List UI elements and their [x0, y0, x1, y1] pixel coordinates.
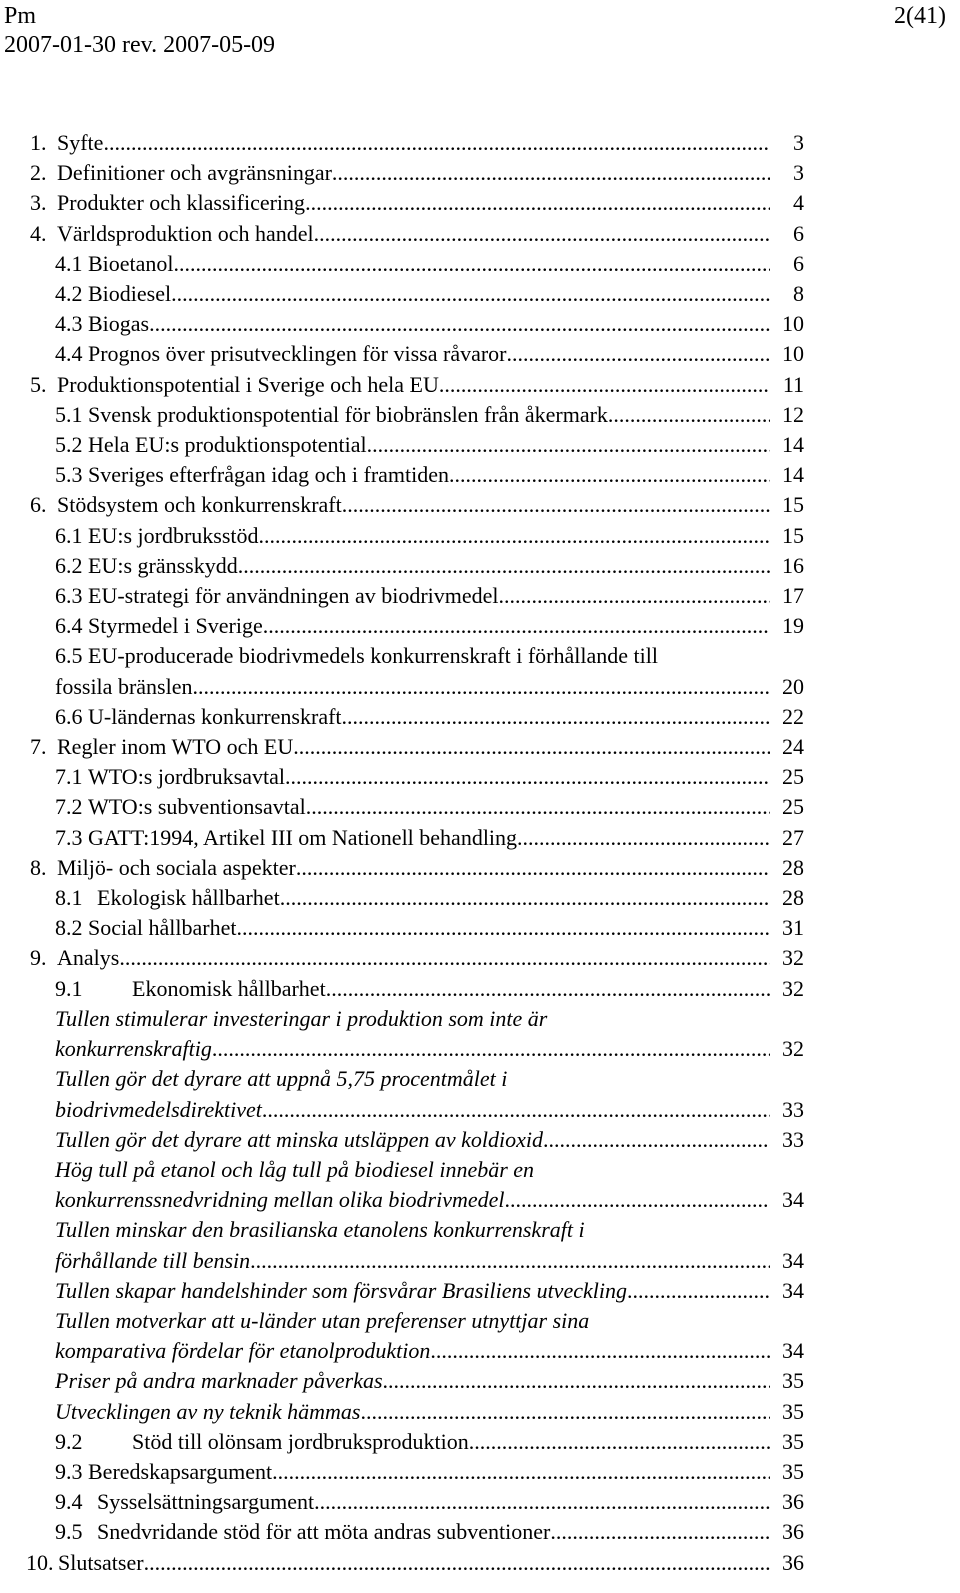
dot-leader [103, 128, 770, 158]
toc-entry[interactable] [0, 309, 804, 339]
toc-entry-number: 6. [30, 492, 47, 518]
toc-entry-title: Biodiesel [88, 281, 172, 307]
toc-entry-page: 36 [782, 1489, 804, 1515]
dot-leader [439, 370, 770, 400]
toc-entry[interactable] [0, 339, 804, 369]
dot-leader [296, 853, 770, 883]
toc-entry-page: 35 [782, 1428, 804, 1454]
toc-entry[interactable] [0, 913, 804, 943]
toc-entry[interactable] [0, 1366, 804, 1396]
toc-entry-title: Sveriges efterfrågan idag och i framtiden [88, 462, 450, 488]
toc-entry-number: 4. [30, 220, 47, 246]
dot-leader [250, 1246, 770, 1276]
toc-entry[interactable] [0, 551, 804, 581]
toc-entry-title: Bioetanol [88, 250, 174, 276]
dot-leader [469, 1427, 770, 1457]
toc-entry-page: 34 [782, 1247, 804, 1273]
toc-entry-number: 8.1 [55, 885, 83, 911]
toc-entry-page: 12 [782, 401, 804, 427]
toc-entry-page: 28 [782, 885, 804, 911]
toc-entry-title: Tullen minskar den brasilianska etanolens konkurrenskraft i [55, 1217, 585, 1243]
toc-entry-number: 4.4 [55, 341, 83, 367]
toc-entry-number: 9.5 [55, 1519, 83, 1545]
toc-entry-page: 36 [782, 1519, 804, 1545]
table-of-contents [0, 128, 960, 1578]
toc-entry[interactable] [0, 1276, 804, 1306]
toc-entry-page: 10 [782, 311, 804, 337]
toc-entry-number: 6.3 [55, 583, 83, 609]
toc-entry[interactable] [0, 1517, 804, 1547]
toc-entry[interactable] [0, 823, 804, 853]
dot-leader [280, 883, 770, 913]
toc-entry-title: EU:s jordbruksstöd [88, 522, 259, 548]
toc-entry[interactable] [0, 1548, 804, 1578]
toc-entry[interactable] [0, 219, 804, 249]
toc-entry-title: Ekologisk hållbarhet [97, 885, 280, 911]
toc-entry-page: 6 [793, 220, 804, 246]
toc-entry-page: 32 [782, 975, 804, 1001]
dot-leader [550, 1517, 770, 1547]
toc-entry-page: 36 [782, 1549, 804, 1575]
dot-leader [144, 1548, 770, 1578]
document-date: 2007-01-30 rev. 2007-05-09 [4, 32, 276, 58]
toc-entry[interactable] [0, 974, 804, 1004]
toc-entry-title: Hela EU:s produktionspotential [88, 432, 367, 458]
toc-entry-title: Analys [57, 945, 120, 971]
toc-entry-page: 17 [782, 583, 804, 609]
toc-entry-title: Tullen motverkar att u-länder utan preferenser utnyttjar sina [55, 1307, 590, 1333]
toc-entry-number: 6.2 [55, 552, 83, 578]
toc-entry-title: Slutsatser [58, 1549, 144, 1575]
toc-entry[interactable] [0, 762, 804, 792]
toc-entry[interactable] [0, 1427, 804, 1457]
toc-entry[interactable] [0, 702, 804, 732]
dot-leader [543, 1125, 770, 1155]
dot-leader [517, 823, 770, 853]
toc-entry-page: 11 [782, 371, 804, 397]
toc-entry-page: 32 [782, 945, 804, 971]
toc-entry-title: Tullen stimulerar investeringar i produktion som inte är [55, 1005, 548, 1031]
toc-entry-title: Syfte [57, 130, 104, 155]
toc-entry-page: 32 [782, 1036, 804, 1062]
toc-entry[interactable] [0, 279, 804, 309]
toc-entry-number: 9.2 [55, 1428, 83, 1454]
toc-entry-title: Stödsystem och konkurrenskraft [57, 492, 342, 518]
toc-entry-number: 4.3 [55, 311, 83, 337]
toc-entry-page: 14 [782, 432, 804, 458]
toc-entry[interactable] [0, 641, 804, 701]
toc-entry-page: 3 [793, 160, 804, 186]
toc-entry-title: fossila bränslen [55, 673, 193, 699]
dot-leader [285, 762, 770, 792]
dot-leader [627, 1276, 770, 1306]
toc-entry[interactable] [0, 158, 804, 188]
dot-leader [119, 943, 770, 973]
toc-entry-title: Prognos över prisutvecklingen för vissa råvaror [88, 341, 507, 367]
toc-entry-title: Tullen skapar handelshinder som försvårar Brasiliens utveckling [55, 1277, 627, 1303]
toc-entry-page: 16 [782, 552, 804, 578]
toc-entry-page: 14 [782, 462, 804, 488]
toc-entry-page: 20 [782, 673, 804, 699]
toc-entry-page: 4 [793, 190, 804, 216]
toc-entry-number: 10. [26, 1549, 54, 1575]
toc-entry-title: Ekonomisk hållbarhet [132, 975, 326, 1001]
toc-entry[interactable] [0, 1397, 804, 1427]
dot-leader [499, 581, 770, 611]
toc-entry-page: 35 [782, 1398, 804, 1424]
toc-entry-page: 10 [782, 341, 804, 367]
toc-entry[interactable] [0, 521, 804, 551]
dot-leader [505, 1185, 771, 1215]
toc-entry[interactable] [0, 1004, 804, 1064]
toc-entry-title: GATT:1994, Artikel III om Nationell behandling [88, 824, 518, 850]
toc-entry-page: 27 [782, 824, 804, 850]
toc-entry[interactable] [0, 943, 804, 973]
toc-entry-page: 35 [782, 1368, 804, 1394]
toc-entry-number: 6.5 [55, 643, 83, 669]
toc-entry-number: 6.4 [55, 613, 83, 639]
toc-entry-number: 7.1 [55, 764, 83, 790]
toc-entry-number: 9. [30, 945, 47, 971]
dot-leader [342, 490, 770, 520]
toc-entry-number: 5.2 [55, 432, 83, 458]
toc-entry[interactable] [0, 1457, 804, 1487]
toc-entry-page: 33 [782, 1096, 804, 1122]
toc-entry-title: Produkter och klassificering [57, 190, 306, 216]
toc-entry-page: 33 [782, 1126, 804, 1152]
toc-entry-number: 4.1 [55, 250, 83, 276]
toc-entry-title: Regler inom WTO och EU [57, 734, 294, 760]
toc-entry-title: biodrivmedelsdirektivet [55, 1096, 262, 1122]
toc-entry-page: 34 [782, 1187, 804, 1213]
toc-entry[interactable] [0, 460, 804, 490]
dot-leader [367, 430, 770, 460]
toc-entry[interactable] [0, 1215, 804, 1275]
toc-entry-page: 25 [782, 764, 804, 790]
toc-entry[interactable] [0, 792, 804, 822]
toc-entry[interactable] [0, 853, 804, 883]
toc-entry-title: Tullen gör det dyrare att minska utsläppen av koldioxid [55, 1126, 544, 1152]
toc-entry-number: 9.1 [55, 975, 83, 1001]
toc-entry[interactable] [0, 490, 804, 520]
toc-entry[interactable] [0, 188, 804, 218]
toc-entry-title: Definitioner och avgränsningar [57, 160, 332, 186]
toc-entry-title: Tullen gör det dyrare att uppnå 5,75 procentmålet i [55, 1066, 508, 1092]
dot-leader [238, 551, 770, 581]
dot-leader [236, 913, 770, 943]
toc-entry-number: 7. [30, 734, 47, 760]
toc-entry[interactable] [0, 611, 804, 641]
dot-leader [507, 339, 770, 369]
toc-entry-page: 34 [782, 1338, 804, 1364]
dot-leader [171, 279, 770, 309]
toc-entry[interactable] [0, 1064, 804, 1124]
toc-entry[interactable] [0, 1155, 804, 1215]
toc-entry[interactable] [0, 1125, 804, 1155]
toc-entry-page: 19 [782, 613, 804, 639]
toc-entry-title: U-ländernas konkurrenskraft [88, 703, 342, 729]
toc-entry-title: Svensk produktionspotential för biobränslen från åkermark [88, 401, 608, 427]
toc-entry-title: förhållande till bensin [55, 1247, 251, 1273]
dot-leader [262, 1095, 770, 1125]
toc-entry[interactable] [0, 732, 804, 762]
dot-leader [263, 611, 770, 641]
toc-entry-page: 35 [782, 1458, 804, 1484]
toc-entry-page: 15 [782, 522, 804, 548]
toc-entry-page: 15 [782, 492, 804, 518]
toc-entry-title: konkurrenskraftig [55, 1036, 212, 1062]
toc-entry-page: 6 [793, 250, 804, 276]
toc-entry-title: komparativa fördelar för etanolproduktion [55, 1338, 431, 1364]
toc-entry-title: Världsproduktion och handel [57, 220, 314, 246]
toc-entry-number: 8. [30, 854, 47, 880]
page-header [0, 0, 960, 60]
toc-entry-title: Hög tull på etanol och låg tull på biodiesel innebär en [55, 1156, 535, 1182]
toc-entry-title: Snedvridande stöd för att möta andras subventioner [97, 1519, 551, 1545]
toc-entry-title: EU:s gränsskydd [88, 552, 238, 578]
toc-entry-title: EU-producerade biodrivmedels konkurrenskraft i förhållande till [88, 643, 658, 669]
toc-entry-title: Miljö- och sociala aspekter [57, 854, 296, 880]
toc-entry-number: 1. [30, 130, 47, 155]
toc-entry-title: Priser på andra marknader påverkas [55, 1368, 383, 1394]
dot-leader [174, 249, 770, 279]
toc-entry[interactable] [0, 249, 804, 279]
dot-leader [360, 1397, 770, 1427]
dot-leader [212, 1034, 770, 1064]
toc-entry[interactable] [0, 883, 804, 913]
toc-entry[interactable] [0, 400, 804, 430]
toc-entry-number: 7.2 [55, 794, 83, 820]
dot-leader [608, 400, 770, 430]
dot-leader [326, 974, 770, 1004]
toc-entry-number: 5. [30, 371, 47, 397]
toc-entry-page: 31 [782, 915, 804, 941]
toc-entry-number: 9.4 [55, 1489, 83, 1515]
toc-entry-page: 3 [793, 130, 804, 155]
toc-entry-page: 24 [782, 734, 804, 760]
dot-leader [259, 521, 771, 551]
dot-leader [314, 1487, 770, 1517]
dot-leader [305, 188, 770, 218]
toc-entry-title: Biogas [88, 311, 150, 337]
dot-leader [314, 219, 770, 249]
toc-entry[interactable] [0, 370, 804, 400]
toc-entry-number: 9.3 [55, 1458, 83, 1484]
toc-entry[interactable] [0, 128, 804, 158]
toc-entry-title: WTO:s jordbruksavtal [88, 764, 285, 790]
dot-leader [430, 1336, 770, 1366]
toc-entry-number: 7.3 [55, 824, 83, 850]
toc-entry-page: 22 [782, 703, 804, 729]
dot-leader [449, 460, 770, 490]
toc-entry-number: 2. [30, 160, 47, 186]
toc-entry-title: Produktionspotential i Sverige och hela EU [57, 371, 439, 397]
toc-entry-number: 8.2 [55, 915, 83, 941]
toc-entry-title: Social hållbarhet [88, 915, 237, 941]
dot-leader [332, 158, 770, 188]
toc-entry-number: 5.1 [55, 401, 83, 427]
toc-entry-number: 6.6 [55, 703, 83, 729]
dot-leader [293, 732, 770, 762]
page-number: 2(41) [894, 3, 946, 29]
toc-entry[interactable] [0, 430, 804, 460]
dot-leader [306, 792, 770, 822]
toc-entry-page: 34 [782, 1277, 804, 1303]
toc-entry-number: 4.2 [55, 281, 83, 307]
toc-entry-page: 8 [793, 281, 804, 307]
dot-leader [149, 309, 770, 339]
toc-entry-page: 25 [782, 794, 804, 820]
toc-entry-title: EU-strategi för användningen av biodrivmedel [88, 583, 499, 609]
toc-entry[interactable] [0, 1306, 804, 1366]
toc-entry-title: WTO:s subventionsavtal [88, 794, 306, 820]
toc-entry-number: 5.3 [55, 462, 83, 488]
toc-entry-title: Beredskapsargument [88, 1458, 273, 1484]
toc-entry-page: 28 [782, 854, 804, 880]
toc-entry-title: Stöd till olönsam jordbruksproduktion [132, 1428, 469, 1454]
dot-leader [272, 1457, 770, 1487]
toc-entry-number: 6.1 [55, 522, 83, 548]
toc-entry-title: konkurrenssnedvridning mellan olika biodrivmedel [55, 1187, 505, 1213]
toc-entry-title: Sysselsättningsargument [97, 1489, 315, 1515]
dot-leader [383, 1366, 770, 1396]
toc-entry-title: Utvecklingen av ny teknik hämmas [55, 1398, 361, 1424]
toc-entry-number: 3. [30, 190, 47, 216]
dot-leader [192, 672, 770, 702]
dot-leader [342, 702, 770, 732]
toc-entry[interactable] [0, 1487, 804, 1517]
document-type-label: Pm [4, 3, 37, 29]
toc-entry[interactable] [0, 581, 804, 611]
toc-entry-title: Styrmedel i Sverige [88, 613, 263, 639]
